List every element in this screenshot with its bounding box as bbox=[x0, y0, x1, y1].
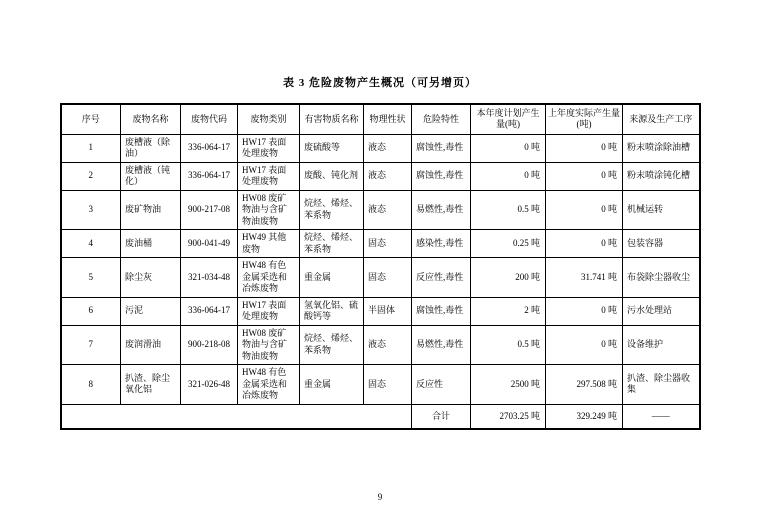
cell-physical-state: 液态 bbox=[364, 190, 412, 230]
cell-source-process: 设备维护 bbox=[623, 325, 700, 365]
cell-source-process: 布袋除尘器收尘 bbox=[623, 258, 700, 298]
table-row bbox=[61, 365, 700, 405]
cell-waste-category: HW08 废矿物油与含矿物油废物 bbox=[238, 325, 300, 365]
cell-waste-category: HW17 表面处理废物 bbox=[238, 297, 300, 325]
cell-physical-state: 液态 bbox=[364, 162, 412, 190]
hazardous-waste-table bbox=[60, 103, 701, 430]
table-row bbox=[61, 258, 700, 298]
cell-waste-name: 废油桶 bbox=[121, 230, 181, 258]
cell-waste-code: 900-217-08 bbox=[181, 190, 238, 230]
cell-waste-name: 扒渣、除尘氧化铝 bbox=[121, 365, 181, 405]
cell-hazardous-substance: 废酸、钝化剂 bbox=[300, 162, 364, 190]
total-empty-cell bbox=[61, 404, 412, 429]
cell-waste-code: 336-064-17 bbox=[181, 162, 238, 190]
cell-waste-category: HW17 表面处理废物 bbox=[238, 134, 300, 162]
table-row bbox=[61, 230, 700, 258]
cell-physical-state: 液态 bbox=[364, 325, 412, 365]
cell-actual-amount: 0 吨 bbox=[546, 325, 623, 365]
cell-waste-category: HW48 有色金属采选和冶炼废物 bbox=[238, 365, 300, 405]
cell-waste-category: HW49 其他废物 bbox=[238, 230, 300, 258]
column-header: 来源及生产工序 bbox=[623, 104, 700, 134]
cell-seq: 6 bbox=[61, 297, 121, 325]
cell-seq: 5 bbox=[61, 258, 121, 298]
cell-physical-state: 液态 bbox=[364, 134, 412, 162]
cell-source-process: 污水处理站 bbox=[623, 297, 700, 325]
cell-hazard-property: 反应性,毒性 bbox=[412, 258, 471, 298]
table-body bbox=[61, 134, 700, 429]
cell-waste-name: 除尘灰 bbox=[121, 258, 181, 298]
table-title: 表 3 危险废物产生概况（可另增页） bbox=[283, 77, 477, 89]
cell-planned-amount: 0.5 吨 bbox=[471, 190, 546, 230]
cell-hazard-property: 腐蚀性,毒性 bbox=[412, 134, 471, 162]
column-header: 危险特性 bbox=[412, 104, 471, 134]
cell-source-process: 包装容器 bbox=[623, 230, 700, 258]
total-label: 合计 bbox=[412, 404, 471, 429]
cell-physical-state: 固态 bbox=[364, 230, 412, 258]
cell-seq: 8 bbox=[61, 365, 121, 405]
cell-source-process: 扒渣、除尘器收集 bbox=[623, 365, 700, 405]
cell-hazard-property: 易燃性,毒性 bbox=[412, 190, 471, 230]
page-number: 9 bbox=[377, 492, 383, 502]
cell-waste-code: 336-064-17 bbox=[181, 297, 238, 325]
cell-waste-name: 废矿物油 bbox=[121, 190, 181, 230]
cell-hazard-property: 腐蚀性,毒性 bbox=[412, 162, 471, 190]
cell-actual-amount: 0 吨 bbox=[546, 297, 623, 325]
cell-actual-amount: 31.741 吨 bbox=[546, 258, 623, 298]
table-row bbox=[61, 162, 700, 190]
cell-seq: 1 bbox=[61, 134, 121, 162]
column-header: 有害物质名称 bbox=[300, 104, 364, 134]
cell-hazard-property: 腐蚀性,毒性 bbox=[412, 297, 471, 325]
cell-seq: 4 bbox=[61, 230, 121, 258]
cell-waste-code: 336-064-17 bbox=[181, 134, 238, 162]
cell-actual-amount: 0 吨 bbox=[546, 190, 623, 230]
cell-waste-category: HW08 废矿物油与含矿物油废物 bbox=[238, 190, 300, 230]
cell-waste-name: 废槽液（除油） bbox=[121, 134, 181, 162]
column-header: 本年度计划产生量(吨) bbox=[471, 104, 546, 134]
cell-waste-code: 900-218-08 bbox=[181, 325, 238, 365]
total-actual-amount: 329.249 吨 bbox=[546, 404, 623, 429]
cell-hazard-property: 反应性 bbox=[412, 365, 471, 405]
cell-hazardous-substance: 废硫酸等 bbox=[300, 134, 364, 162]
cell-source-process: 机械运转 bbox=[623, 190, 700, 230]
cell-hazardous-substance: 烷烃、烯烃、苯系物 bbox=[300, 230, 364, 258]
table-row bbox=[61, 297, 700, 325]
cell-physical-state: 固态 bbox=[364, 258, 412, 298]
column-header: 序号 bbox=[61, 104, 121, 134]
cell-planned-amount: 2500 吨 bbox=[471, 365, 546, 405]
cell-planned-amount: 2 吨 bbox=[471, 297, 546, 325]
cell-waste-code: 321-026-48 bbox=[181, 365, 238, 405]
cell-planned-amount: 0.25 吨 bbox=[471, 230, 546, 258]
column-header: 物理性状 bbox=[364, 104, 412, 134]
header-row bbox=[61, 104, 700, 134]
cell-seq: 2 bbox=[61, 162, 121, 190]
cell-hazardous-substance: 烷烃、烯烃、苯系物 bbox=[300, 325, 364, 365]
cell-waste-category: HW48 有色金属采选和冶炼废物 bbox=[238, 258, 300, 298]
cell-planned-amount: 0 吨 bbox=[471, 162, 546, 190]
table-row bbox=[61, 134, 700, 162]
cell-waste-name: 废润滑油 bbox=[121, 325, 181, 365]
column-header: 废物类别 bbox=[238, 104, 300, 134]
cell-hazardous-substance: 氢氧化铝、硫酸钙等 bbox=[300, 297, 364, 325]
cell-waste-code: 321-034-48 bbox=[181, 258, 238, 298]
table-row bbox=[61, 325, 700, 365]
total-row bbox=[61, 404, 700, 429]
cell-planned-amount: 0.5 吨 bbox=[471, 325, 546, 365]
cell-planned-amount: 200 吨 bbox=[471, 258, 546, 298]
cell-physical-state: 半固体 bbox=[364, 297, 412, 325]
cell-hazard-property: 易燃性,毒性 bbox=[412, 325, 471, 365]
cell-hazardous-substance: 重金属 bbox=[300, 258, 364, 298]
cell-waste-name: 污泥 bbox=[121, 297, 181, 325]
column-header: 废物代码 bbox=[181, 104, 238, 134]
cell-planned-amount: 0 吨 bbox=[471, 134, 546, 162]
cell-actual-amount: 297.508 吨 bbox=[546, 365, 623, 405]
cell-seq: 3 bbox=[61, 190, 121, 230]
cell-actual-amount: 0 吨 bbox=[546, 134, 623, 162]
column-header: 废物名称 bbox=[121, 104, 181, 134]
cell-waste-name: 废槽液（钝化） bbox=[121, 162, 181, 190]
total-planned-amount: 2703.25 吨 bbox=[471, 404, 546, 429]
total-source-dash: —— bbox=[623, 404, 700, 429]
cell-hazardous-substance: 烷烃、烯烃、苯系物 bbox=[300, 190, 364, 230]
cell-actual-amount: 0 吨 bbox=[546, 162, 623, 190]
cell-actual-amount: 0 吨 bbox=[546, 230, 623, 258]
table-row bbox=[61, 190, 700, 230]
cell-source-process: 粉末喷涂除油槽 bbox=[623, 134, 700, 162]
cell-hazardous-substance: 重金属 bbox=[300, 365, 364, 405]
cell-physical-state: 固态 bbox=[364, 365, 412, 405]
cell-waste-category: HW17 表面处理废物 bbox=[238, 162, 300, 190]
column-header: 上年度实际产生量(吨) bbox=[546, 104, 623, 134]
cell-source-process: 粉末喷涂钝化槽 bbox=[623, 162, 700, 190]
cell-waste-code: 900-041-49 bbox=[181, 230, 238, 258]
cell-seq: 7 bbox=[61, 325, 121, 365]
cell-hazard-property: 感染性,毒性 bbox=[412, 230, 471, 258]
